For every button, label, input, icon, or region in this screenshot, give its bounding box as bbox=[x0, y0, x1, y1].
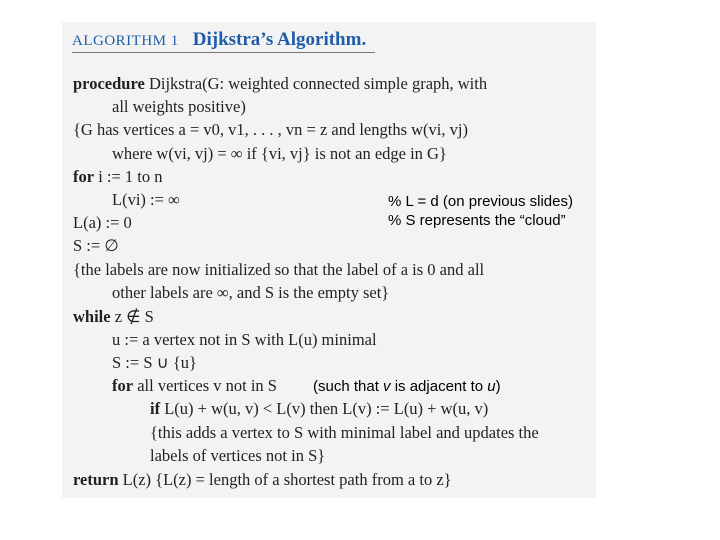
code-line-5: for i := 1 to n bbox=[73, 167, 163, 186]
code-line-13: S := S ∪ {u} bbox=[112, 353, 197, 372]
code-line-1: procedure Dijkstra(G: weighted connected simple graph, with bbox=[73, 74, 488, 93]
code-line-6: L(vi) := ∞ bbox=[112, 190, 180, 209]
code-line-2: all weights positive) bbox=[112, 97, 246, 116]
code-line-18: return L(z) {L(z) = length of a shortest path from a to z} bbox=[73, 470, 452, 489]
title-rule bbox=[72, 52, 375, 53]
code-line-14: for all vertices v not in S bbox=[112, 376, 277, 395]
annotation-l-equals-d: % L = d (on previous slides) bbox=[388, 193, 573, 210]
algorithm-label: ALGORITHM 1 bbox=[72, 33, 179, 49]
code-line-9: {the labels are now initialized so that the label of a is 0 and all bbox=[73, 260, 485, 279]
code-line-12: u := a vertex not in S with L(u) minimal bbox=[112, 330, 377, 349]
code-line-10: other labels are ∞, and S is the empty set} bbox=[112, 283, 390, 302]
code-line-8: S := ∅ bbox=[73, 236, 119, 255]
code-line-15: if L(u) + w(u, v) < L(v) then L(v) := L(u) + w(u, v) bbox=[150, 399, 489, 418]
code-line-17: labels of vertices not in S} bbox=[150, 446, 326, 465]
code-line-7: L(a) := 0 bbox=[73, 213, 132, 232]
annotation-s-cloud: % S represents the “cloud” bbox=[388, 212, 566, 229]
code-line-16: {this adds a vertex to S with minimal label and updates the bbox=[150, 423, 539, 442]
algorithm-name: Dijkstra’s Algorithm. bbox=[192, 29, 367, 50]
code-line-11: while z ∉ S bbox=[73, 307, 154, 326]
code-line-3: {G has vertices a = v0, v1, . . . , vn = z and lengths w(vi, vj) bbox=[73, 120, 468, 139]
code-line-4: where w(vi, vj) = ∞ if {vi, vj} is not an edge in G} bbox=[112, 144, 447, 163]
algorithm-title bbox=[72, 29, 366, 51]
annotation-adjacent: (such that v is adjacent to u) bbox=[313, 378, 501, 395]
